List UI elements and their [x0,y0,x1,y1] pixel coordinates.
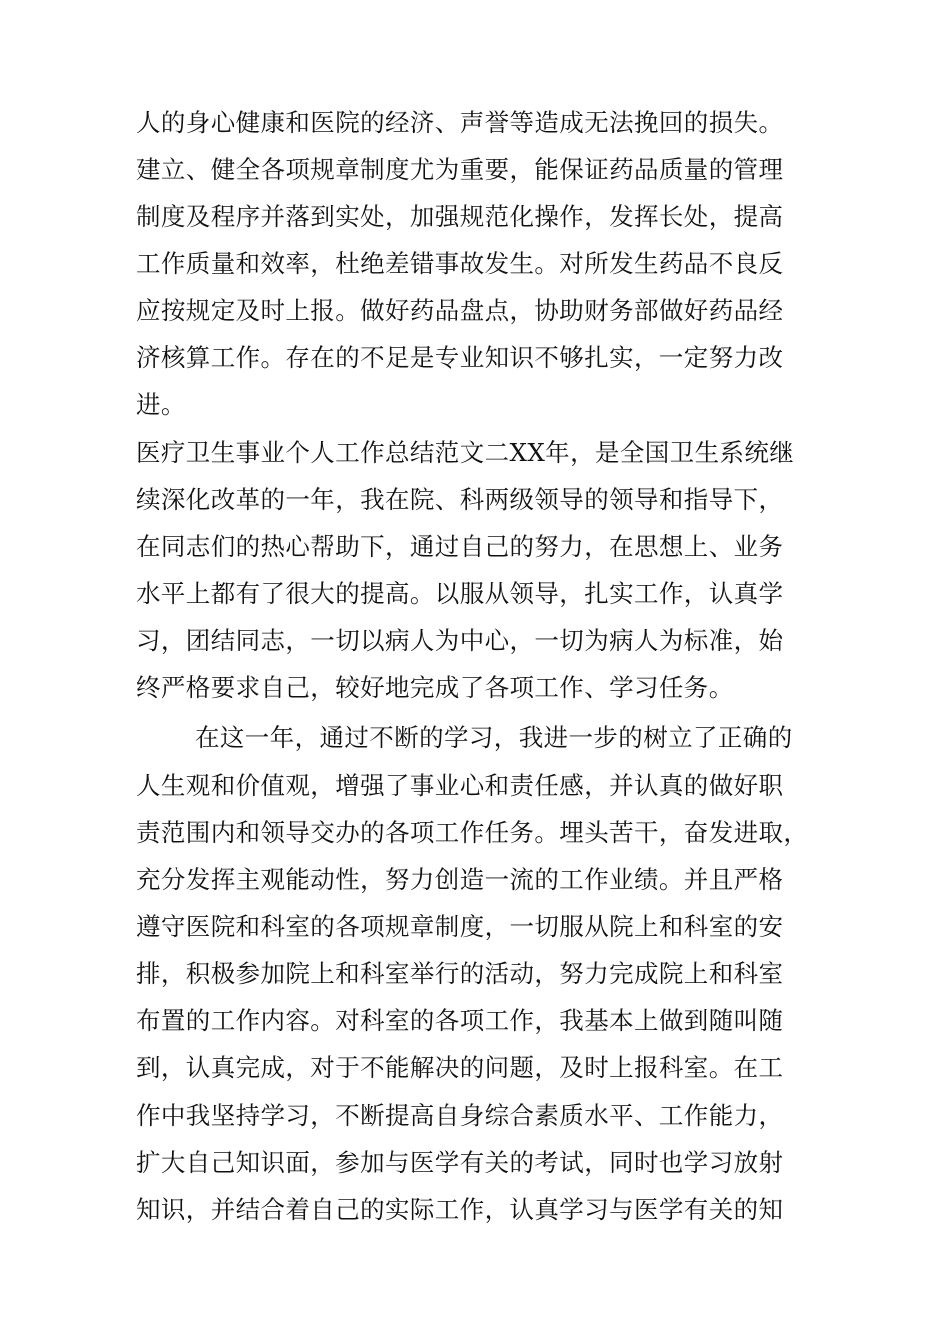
paragraph-line: 建立、健全各项规章制度尤为重要，能保证药品质量的管理 [136,155,784,184]
paragraph-line: 终严格要求自己，较好地完成了各项工作、学习任务。 [136,673,734,702]
paragraph-line: 人生观和价值观，增强了事业心和责任感，并认真的做好职 [136,771,784,800]
paragraph-line: 在这一年，通过不断的学习，我进一步的树立了正确的 [195,723,793,752]
paragraph-line: 作中我坚持学习，不断提高自身综合素质水平、工作能力， [136,1101,784,1130]
paragraph-line: 在同志们的热心帮助下，通过自己的努力，在思想上、业务 [136,532,784,561]
paragraph-line: 水平上都有了很大的提高。以服从领导，扎实工作，认真学 [136,579,784,608]
paragraph-line: 应按规定及时上报。做好药品盘点，协助财务部做好药品经 [136,296,784,325]
paragraph-line: 知识，并结合着自己的实际工作，认真学习与医学有关的知 [136,1195,784,1224]
paragraph-line: 充分发挥主观能动性，努力创造一流的工作业绩。并且严格 [136,865,784,894]
paragraph-line: 续深化改革的一年，我在院、科两级领导的领导和指导下， [136,485,784,514]
paragraph-line: 制度及程序并落到实处，加强规范化操作，发挥长处，提高 [136,202,784,231]
paragraph-line: 布置的工作内容。对科室的各项工作，我基本上做到随叫随 [136,1006,784,1035]
paragraph-line: 进。 [136,390,186,419]
paragraph-line: 工作质量和效率，杜绝差错事故发生。对所发生药品不良反 [136,249,784,278]
paragraph-line: 习，团结同志，一切以病人为中心，一切为病人为标准，始 [136,626,784,655]
paragraph-line: 到，认真完成，对于不能解决的问题，及时上报科室。在工 [136,1053,784,1082]
paragraph-line: 遵守医院和科室的各项规章制度，一切服从院上和科室的安 [136,912,784,941]
paragraph-line: 人的身心健康和医院的经济、声誉等造成无法挽回的损失。 [136,108,784,137]
paragraph-line: 医疗卫生事业个人工作总结范文二XX年，是全国卫生系统继 [136,438,795,467]
paragraph-line: 排，积极参加院上和科室举行的活动，努力完成院上和科室 [136,959,784,988]
paragraph-line: 扩大自己知识面，参加与医学有关的考试，同时也学习放射 [136,1148,784,1177]
paragraph-line: 济核算工作。存在的不足是专业知识不够扎实，一定努力改 [136,343,784,372]
paragraph-line: 责范围内和领导交办的各项工作任务。埋头苦干，奋发进取， [136,818,809,847]
